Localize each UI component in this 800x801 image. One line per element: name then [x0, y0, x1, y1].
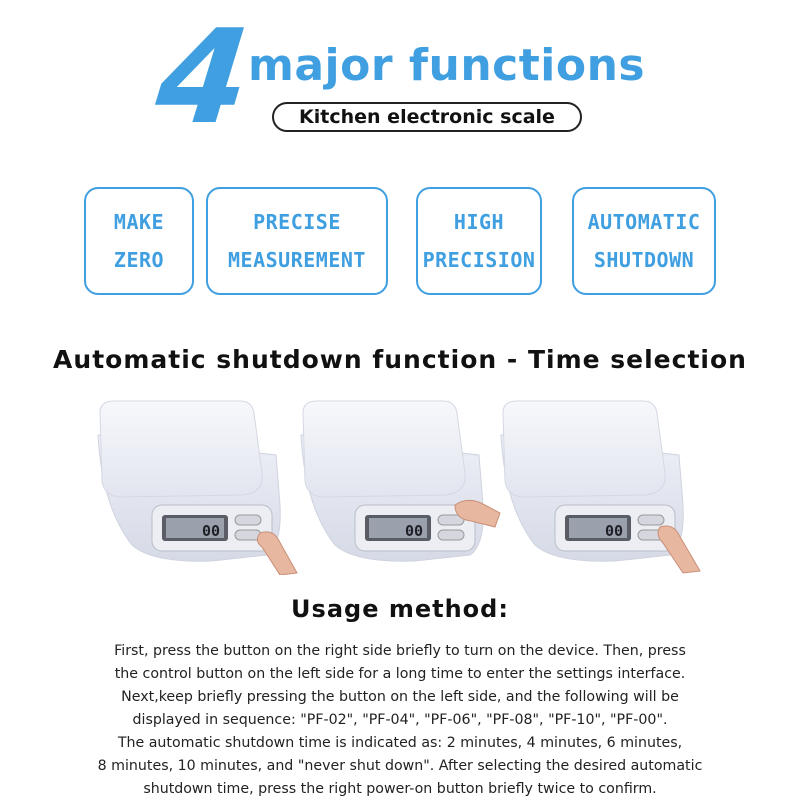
- shutdown-heading: Automatic shutdown function - Time selection: [53, 345, 747, 374]
- kitchen-scale-image: [92, 395, 302, 575]
- usage-instructions: [40, 640, 760, 801]
- scale-display-reading: 00: [605, 522, 624, 540]
- feature-label: PRECISE: [253, 210, 341, 234]
- feature-label: PRECISION: [422, 248, 536, 272]
- usage-line: the control button on the left side for a long time to enter the settings interface.: [114, 666, 686, 682]
- usage-line: Next,keep briefly pressing the button on the left side, and the following will be: [121, 689, 679, 705]
- feature-label: ZERO: [113, 248, 165, 272]
- feature-label: MEASUREMENT: [228, 248, 366, 272]
- feature-box-high-precision: [416, 187, 542, 295]
- feature-box-precise-measurement: [206, 187, 388, 295]
- usage-line: 8 minutes, 10 minutes, and "never shut down". After selecting the desired automatic: [97, 758, 703, 774]
- power-button[interactable]: [438, 530, 464, 540]
- usage-line: shutdown time, press the right power-on button briefly twice to confirm.: [143, 781, 657, 797]
- page-title: major functions: [248, 40, 646, 91]
- subtitle-text: Kitchen electronic scale: [299, 106, 555, 128]
- feature-label: AUTOMATIC: [587, 210, 701, 234]
- usage-line: First, press the button on the right side briefly to turn on the device. Then, press: [114, 643, 686, 659]
- scale-display-reading: 00: [202, 522, 221, 540]
- big-four-numeral: 4: [150, 1, 257, 153]
- kitchen-scale-image: [295, 395, 505, 575]
- feature-label: SHUTDOWN: [593, 248, 695, 272]
- subtitle-pill: [272, 102, 582, 132]
- usage-line: displayed in sequence: "PF-02", "PF-04", "PF-06", "PF-08", "PF-10", "PF-00".: [132, 712, 668, 728]
- unit-button[interactable]: [638, 515, 664, 525]
- kitchen-scale-image: [495, 395, 705, 575]
- unit-button[interactable]: [235, 515, 261, 525]
- usage-line: The automatic shutdown time is indicated as: 2 minutes, 4 minutes, 6 minutes,: [117, 735, 683, 751]
- scale-display-reading: 00: [405, 522, 424, 540]
- usage-heading: Usage method:: [291, 595, 509, 623]
- feature-label: MAKE: [113, 210, 165, 234]
- feature-label: HIGH: [453, 210, 505, 234]
- feature-box-automatic-shutdown: [572, 187, 716, 295]
- feature-box-make-zero: [84, 187, 194, 295]
